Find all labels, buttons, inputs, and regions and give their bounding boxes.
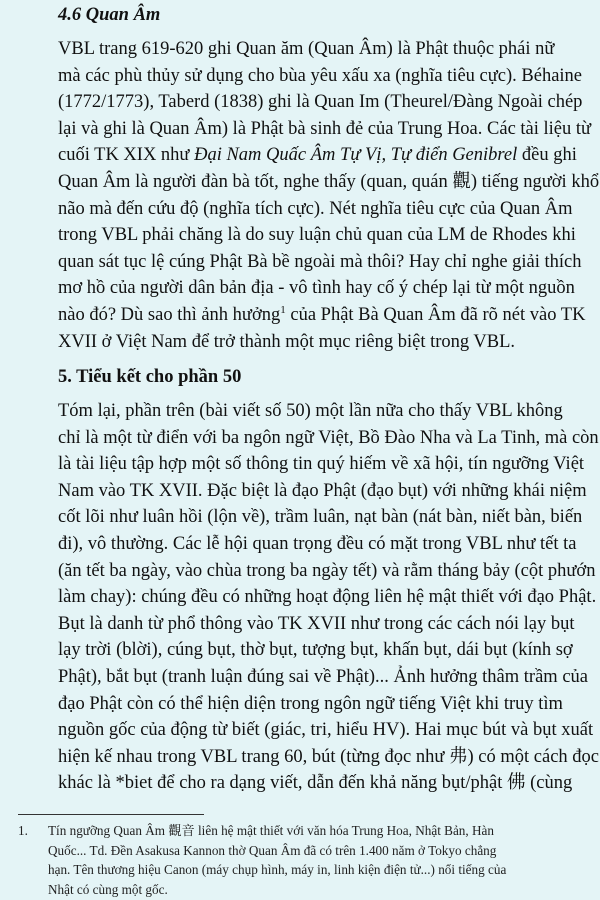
footnote-line: hạn. Tên thương hiệu Canon (máy chụp hình, máy in, linh kiện điện tử...) nổi tiếng của xyxy=(48,862,507,878)
text-line: làm chay): chúng đều có những hoạt động liên hệ mật thiết với đạo Phật. xyxy=(58,587,597,608)
footnote-marker: 1 xyxy=(280,303,286,316)
italic-title: Đại Nam Quấc Âm Tự Vị, Tự điển Genibrel xyxy=(194,145,518,166)
footnote-line: Nhật có cùng một gốc. xyxy=(48,881,168,897)
text-line: lại và ghi là Quan Âm) là Phật bà sinh đẻ của Trung Hoa. Các tài liệu từ xyxy=(58,118,592,139)
text-segment: cuối TK XIX như xyxy=(58,145,195,166)
paragraph-summary xyxy=(58,398,600,797)
paragraph-quan-am xyxy=(58,36,600,355)
footnote-divider xyxy=(18,814,204,815)
text-line: Tóm lại, phần trên (bài viết số 50) một lần nữa cho thấy VBL không xyxy=(58,401,563,421)
text-line: Quan Âm là người đàn bà tốt, nghe thấy (quan, quán 觀) tiếng người khổ xyxy=(58,171,600,192)
text-line: hiện kế nhau trong VBL trang 60, bút (từng đọc như 弗) có một cách đọc xyxy=(58,746,600,767)
text-segment: nào đó? Dù sao thì ảnh hưởng xyxy=(58,304,281,325)
section-heading-summary: 5. Tiểu kết cho phần 50 xyxy=(58,367,242,387)
text-line: là tài liệu tập hợp một số thông tin quý hiếm về xã hội, tín ngưỡng Việt xyxy=(58,454,585,475)
footnote-text xyxy=(18,821,584,899)
text-line xyxy=(58,142,582,169)
text-line: VBL trang 619-620 ghi Quan ăm (Quan Âm) là Phật thuộc phái nữ xyxy=(58,39,555,59)
footnote-line: Tín ngưỡng Quan Âm 觀音 liên hệ mật thiết với văn hóa Trung Hoa, Nhật Bản, Hàn xyxy=(48,823,494,838)
section-heading-quan-am: 4.6 Quan Âm xyxy=(58,5,161,25)
text-line xyxy=(58,302,586,329)
text-line: (ăn tết ba ngày, vào chùa trong ba ngày tết) và rằm tháng bảy (cột phướn xyxy=(58,560,596,581)
text-line: Bụt là danh từ phổ thông vào TK XVII như trong các cách nói lạy bụt xyxy=(58,613,575,634)
footnote-line: Quốc... Td. Đền Asakusa Kannon thờ Quan Âm đã có trên 1.400 năm ở Tokyo chẳng xyxy=(48,842,497,858)
text-line: trong VBL phải chăng là do suy luận chủ quan của LM de Rhodes khi xyxy=(58,225,576,246)
text-line: (1772/1773), Taberd (1838) ghi là Quan Im (Theurel/Đàng Ngoài chép xyxy=(58,92,583,113)
text-line: quan sát tục lệ cúng Phật Bà bề ngoài mà thôi? Hay chỉ nghe giải thích xyxy=(58,251,582,272)
footnote-number: 1. xyxy=(18,823,28,838)
text-line: mơ hồ của người dân bản địa - vô tình hay cố ý chép lại từ một nguồn xyxy=(58,278,575,299)
text-line: chỉ là một từ điển với ba ngôn ngữ Việt, Bồ Đào Nha và La Tinh, mà còn xyxy=(58,427,599,448)
text-line: XVII ở Việt Nam để trở thành một mục riêng biệt trong VBL. xyxy=(58,331,516,352)
text-segment: của Phật Bà Quan Âm đã rõ nét vào TK xyxy=(285,304,586,325)
text-line: cốt lõi như luân hồi (lộn về), trầm luân, nạt bàn (nát bàn, niết bàn, biến xyxy=(58,507,583,528)
text-segment: đều ghi xyxy=(517,145,577,166)
text-line: khác là *biet để cho ra dạng viết, dẫn đến khả năng bụt/phật 佛 (cùng xyxy=(58,773,573,794)
text-line: lạy trời (blời), cúng bụt, thờ bụt, tượng bụt, khấn bụt, dái bụt (kính sợ xyxy=(58,640,573,661)
footnote xyxy=(18,821,584,899)
text-line: đi), vô thường. Các lễ hội quan trọng đều có mặt trong VBL như tết ta xyxy=(58,533,577,554)
text-line: Phật), bắt bụt (tranh luận đúng sai về Phật)... Ảnh hưởng thâm trầm của xyxy=(58,666,588,687)
text-line: não mà đến cứu độ (nghĩa tích cực). Nét nghĩa tiêu cực của Quan Âm xyxy=(58,198,573,219)
text-line: Nam vào TK XVII. Đặc biệt là đạo Phật (đạo bụt) với những khái niệm xyxy=(58,480,587,501)
text-line: nguồn gốc của động từ biết (giác, tri, hiểu HV). Hai mục bút và bụt xuất xyxy=(58,720,594,741)
text-line: đạo Phật còn có thể hiện diện trong ngôn ngữ tiếng Việt khi truy tìm xyxy=(58,693,563,714)
text-line: mà các phù thủy sử dụng cho bùa yêu xấu xa (nghĩa tiêu cực). Béhaine xyxy=(58,65,583,86)
